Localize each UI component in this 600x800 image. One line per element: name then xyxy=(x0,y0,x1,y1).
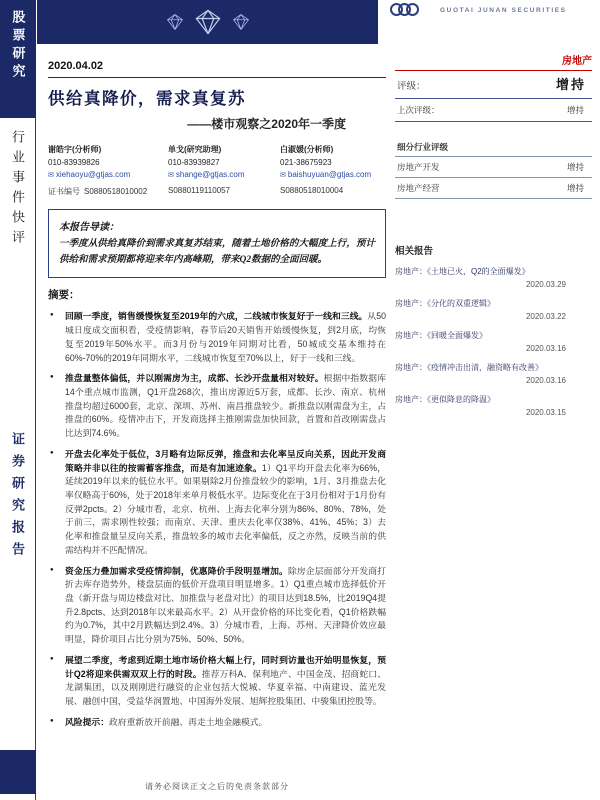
disclaimer-text: 请务必阅读正文之后的免责条款部分 xyxy=(145,782,289,791)
bullet-lead: 展望二季度，考虑到近期土地市场价格大幅上行，同时到访量也开始明显恢复，预计Q2将迎来供需双双上行的时段。 xyxy=(65,654,386,679)
email-icon: ✉ xyxy=(280,172,286,179)
bullet-lead: 开盘去化率处于低位，3月略有边际反弹，推盘和去化率呈反向关系，因此开发商策略并非以往的按需蓄客推盘，而是有加速迹象。 xyxy=(65,448,386,473)
related-report-item xyxy=(395,298,592,321)
bullet-body: 除房企层面部分开发商打折去库存造势外，楼盘层面的低价开盘项目明显增多。1）Q1重点城市选择低价开盘（新开盘与周边楼盘对比、加推盘与老盘对比）的项目达到18.5%，比2019Q4提升2.8pcts、达到2018年以来最高水平。2）从开盘价格的环比变化看，Q1价格跌幅约为0.7%，其中2月跌幅达到2.4%。3）分城市看，上海、苏州、天津降价效应最明显，降价项目占比分别为75%、50%、50%。 xyxy=(65,565,386,645)
related-report-item xyxy=(395,394,592,417)
author-name: 单戈(研究助理) xyxy=(168,145,222,154)
related-report-item xyxy=(395,330,592,353)
diamond-icon xyxy=(232,13,250,31)
bullet-lead: 资金压力叠加需求受疫情抑制，优惠降价手段明显增加。 xyxy=(65,565,288,576)
related-report-item xyxy=(395,266,592,289)
author-name: 谢皓宇(分析师) xyxy=(48,145,102,154)
bullet-body: 政府重新放开前融、再走土地金融模式。 xyxy=(109,716,268,727)
author-email-cell xyxy=(48,170,168,179)
author-cert-cell xyxy=(48,186,168,197)
related-report-date: 2020.03.16 xyxy=(525,344,566,353)
abstract-bullet xyxy=(48,310,386,365)
sub-rating-row xyxy=(395,157,592,178)
sub-rating-row xyxy=(395,178,592,199)
abstract-title: 摘要： xyxy=(48,289,80,302)
related-report-date: 2020.03.16 xyxy=(525,376,566,385)
abstract-bullet xyxy=(48,448,386,558)
previous-rating-label: 上次评级： xyxy=(397,105,440,115)
author-cert-cell xyxy=(168,186,280,197)
brand-logo-icon xyxy=(390,3,414,21)
rating-value: 增持 xyxy=(555,77,586,92)
sub-rating-title: 细分行业评级 xyxy=(395,138,592,157)
author-email[interactable]: shange@gtjas.com xyxy=(175,170,245,179)
report-subtitle: ——楼市观察之2020年一季度 xyxy=(187,117,346,131)
author-phone: 021-38675923 xyxy=(280,158,332,167)
sub-rating-name: 房地产开发 xyxy=(397,162,440,172)
related-report-item xyxy=(395,362,592,385)
related-reports xyxy=(395,243,592,426)
sidebar xyxy=(0,0,36,800)
rating-row xyxy=(395,68,592,99)
sidebar-label-stock-research: 股票研究 xyxy=(10,10,26,82)
sidebar-label-securities-research: 证券研究报告 xyxy=(10,432,25,564)
author-email[interactable]: xiehaoyu@gtjas.com xyxy=(55,170,131,179)
rating-label: 评级： xyxy=(397,81,426,92)
brand-area xyxy=(378,0,600,46)
report-title: 供给真降价，需求真复苏 xyxy=(48,90,246,108)
abstract-bullet xyxy=(48,565,386,647)
abstract-bullets xyxy=(48,310,386,729)
related-report-date: 2020.03.29 xyxy=(525,280,566,289)
previous-rating-value: 增持 xyxy=(566,105,584,115)
author-cert: S0880518010004 xyxy=(280,186,344,195)
industry-tag: 房地产 xyxy=(395,52,592,71)
related-report-date: 2020.03.22 xyxy=(525,312,566,321)
abstract-bullet xyxy=(48,716,386,730)
bullet-body: 根据中指数据库14个重点城市监测，Q1开盘268次，推出房源近5万套，成都、长沙、南京、杭州推盘均超过6000套，北京、深圳、苏州、南昌推盘较少。新推盘以刚需盘为主，占推盘的60%。疫情冲击下，开发商选择主推刚需盘加快回款，首置和首改刚需盘占比达到74.6%。 xyxy=(65,373,386,439)
authors-table xyxy=(48,144,386,197)
cert-label: 证书编号 xyxy=(48,187,80,196)
sidebar-label-industry-flash: 行业事件快评 xyxy=(10,130,25,250)
author-cert: S0880518010002 xyxy=(84,187,148,196)
author-phone: 010-83939826 xyxy=(48,158,100,167)
report-guide-text: 一季度从供给真降价到需求真复苏结束，随着土地价格的大幅度上行，预计供给和需求预期都将迎来年内高峰期，带来Q2数据的全面回暖。 xyxy=(59,239,375,265)
author-cert: S0880119110057 xyxy=(168,186,230,195)
bullet-body: 从50城日度成交面积看，受疫情影响，春节后20天销售开始缓慢恢复，到2月底，均恢复至2019年50%水平。而3月份与2019年同期对比看，50城成交基本维持在60%-70%的2019年同期水平，二线城市恢复至70%以上，好于一线和三线。 xyxy=(65,311,386,363)
brand-name: GUOTAI JUNAN SECURITIES xyxy=(440,7,567,14)
related-report-link: 房地产：《疫情冲击出清，融资略有改善》 xyxy=(395,363,543,372)
abstract-bullet xyxy=(48,654,386,709)
email-icon: ✉ xyxy=(168,172,174,179)
related-reports-title: 相关报告 xyxy=(395,246,434,257)
sub-rating-value: 增持 xyxy=(566,162,584,172)
report-guide-box xyxy=(48,209,386,278)
bullet-body: 1）Q1平均开盘去化率为66%，延续2019年以来的低位水平。如果剔除2月份推盘较少的影响，1月、3月推盘去化率仅略高于60%，处于2018年来单月极低水平。边际变化在于3月份相对于1月份有反弹2pcts。2）分城市看，北京、杭州、上海去化率分别为86%、80%、78%，处于前三，需求刚性较强；而南京、天津、重庆去化率仅38%、41%、45%；3）去化率和推盘量呈反向关系，推盘较多的城市去化率偏低，反之亦然，反映当前的供需结构并不匹配情况。 xyxy=(65,462,386,555)
main-content xyxy=(48,60,386,736)
bullet-lead: 风险提示： xyxy=(65,716,109,727)
author-name: 白淑媛(分析师) xyxy=(280,145,334,154)
sidebar-footer-block xyxy=(0,750,36,794)
rating-panel xyxy=(395,68,592,199)
author-email-cell xyxy=(168,170,280,179)
bullet-lead: 推盘量整体偏低，并以刚需房为主，成都、长沙开盘量相对较好。 xyxy=(65,373,324,384)
diamond-icon xyxy=(166,13,184,31)
bullet-lead: 回顾一季度，销售缓慢恢复至2019年的六成，二线城市恢复好于一线和三线。 xyxy=(65,311,368,322)
report-guide-title: 本报告导读： xyxy=(59,222,119,233)
abstract-bullet xyxy=(48,372,386,441)
header-band xyxy=(37,0,378,44)
author-cert-cell xyxy=(280,186,386,197)
sidebar-category-block xyxy=(0,0,36,118)
related-report-link: 房地产：《土地已火，Q2的全面爆发》 xyxy=(395,267,530,276)
report-date: 2020.04.02 xyxy=(48,60,104,72)
bullet-body: 推荐万科A、保利地产、中国金茂、招商蛇口、龙湖集团，以及刚刚进行融资的企业包括大悦城、华夏幸福、中南建设、蓝光发展、融创中国，受益华润置地、中国海外发展、旭辉控股集团、中骏集团控股等。 xyxy=(65,668,386,707)
author-phone: 010-83939827 xyxy=(168,158,220,167)
related-report-link: 房地产：《更似降息的降温》 xyxy=(395,395,495,404)
related-report-date: 2020.03.15 xyxy=(525,408,566,417)
related-report-link: 房地产：《分化的双重逻辑》 xyxy=(395,299,495,308)
diamond-icon xyxy=(194,8,222,36)
divider xyxy=(48,77,386,78)
email-icon: ✉ xyxy=(48,172,54,179)
related-report-link: 房地产：《回暖全面爆发》 xyxy=(395,331,487,340)
author-email-cell xyxy=(280,170,386,179)
sub-rating-value: 增持 xyxy=(566,183,584,193)
previous-rating-row xyxy=(395,99,592,122)
sub-rating-name: 房地产经营 xyxy=(397,183,440,193)
author-email[interactable]: baishuyuan@gtjas.com xyxy=(287,170,372,179)
